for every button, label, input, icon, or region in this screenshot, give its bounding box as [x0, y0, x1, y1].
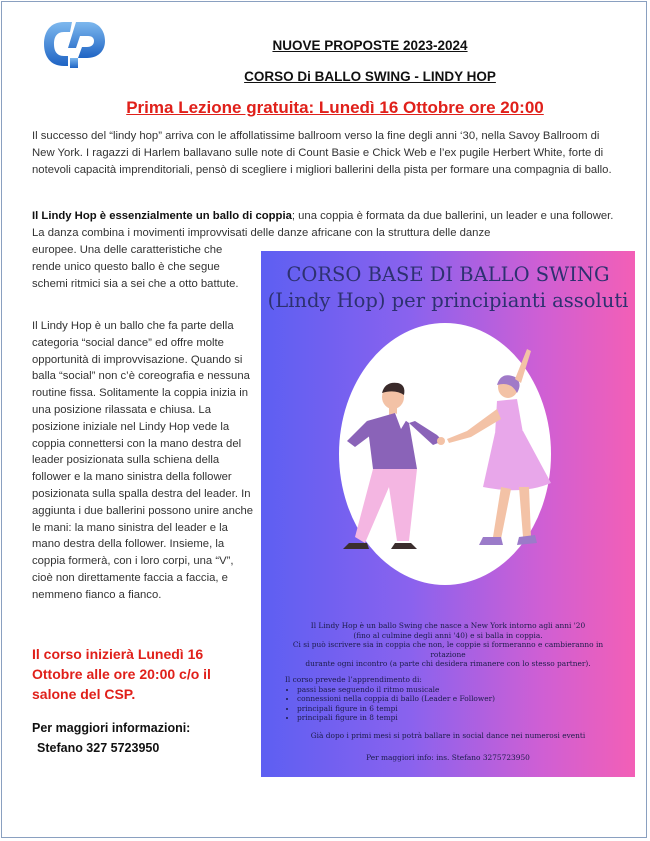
poster-desc-line-2: (fino al culmine degli anni '40) e si balla in coppia.: [353, 630, 543, 640]
header-year: NUOVE PROPOSTE 2023-2024: [272, 38, 468, 53]
couple-paragraph-bold: Il Lindy Hop è essenzialmente un ballo di coppia: [32, 210, 292, 222]
follower-dancer: [447, 349, 551, 545]
poster-desc-line-3: Ci si può iscrivere sia in coppia che non, le coppie si formeranno e cambieranno in rotazione: [292, 640, 604, 659]
free-lesson-subtitle: Prima Lezione gratuita: Lunedì 16 Ottobre ore 20:00: [126, 98, 544, 117]
poster-desc-line-1: Il Lindy Hop è un ballo Swing che nasce a New York intorno agli anni '20: [310, 621, 586, 630]
poster-title: CORSO BASE DI BALLO SWING: [286, 263, 610, 286]
header-course: CORSO Di BALLO SWING - LINDY HOP: [244, 69, 496, 84]
poster-curriculum: [285, 675, 615, 723]
info-block: [32, 718, 252, 758]
leader-dancer: [343, 383, 445, 549]
social-dance-paragraph: Il Lindy Hop è un ballo che fa parte della categoria “social dance” ed offre molte opportunità di improvvisazione. Quando si balla “social” non c’è coreografia e nessuna routine fissa. Solitamente la coppia inizia in una posizione rilassata e chiusa. La posizione iniziale nel Lindy Hop vede la coppia connettersi con la mano destra del leader posizionata sulla schiena della follower e la mano sinistra della follower posizionata sulla spalla destra del leader. In aggiunta i due ballerini possono unire anche le mani: la mano sinistra del leader e la mano destra della follower. Insieme, la coppia formerà, con i loro corpi, una “V”, cioè non direttamente faccia a faccia, e nemmeno fianco a fianco.: [32, 320, 254, 601]
course-start-notice: Il corso inizierà Lunedì 16 Ottobre alle ore 20:00 c/o il salone del CSP.: [32, 646, 211, 702]
poster-list-intro: Il corso prevede l’apprendimento di:: [285, 675, 422, 684]
course-poster: [261, 251, 635, 777]
poster-subtitle: (Lindy Hop) per principianti assoluti: [267, 289, 629, 312]
list-item: • connessioni nella coppia di ballo (Leader e Follower): [297, 694, 615, 704]
list-item: • passi base seguendo il ritmo musicale: [297, 685, 615, 695]
couple-paragraph: [32, 208, 622, 242]
csp-logo-icon: [42, 18, 108, 70]
list-item: • principali figure in 6 tempi: [297, 704, 615, 714]
info-contact: Stefano 327 5723950: [37, 741, 160, 755]
info-label: Per maggiori informazioni:: [32, 721, 191, 735]
couple-paragraph-rest: ; una coppia è formata da due ballerini, un leader e una follower. La danza combina i movimenti improvvisati delle danze africane con la struttura delle danze: [32, 210, 614, 239]
rhythm-paragraph: europee. Una delle caratteristiche che rende unico questo ballo è che segue schemi ritmici sia a sei che a otto battute.: [32, 244, 239, 290]
poster-social-note: Già dopo i primi mesi si potrà ballare in social dance nei numerosi eventi: [310, 731, 586, 740]
poster-contact: Per maggiori info: ins. Stefano 3275723950: [366, 753, 530, 762]
intro-paragraph: Il successo del “lindy hop” arriva con le affollatissime ballroom verso la fine degli anni ‘30, nella Savoy Ballroom di New York. I ragazzi di Harlem ballavano sulle note di Count Basie e Chick Web e l’ex pugile Herbert White, forte di notevoli capacità imprenditoriali, pensò di scegliere i migliori ballerini della pista per formare una compagnia di ballo.: [32, 130, 612, 176]
poster-description: [275, 621, 621, 669]
list-item: • principali figure in 8 tempi: [297, 713, 615, 723]
poster-desc-line-4: durante ogni incontro (a parte chi desidera rimanere con lo stesso partner).: [305, 659, 591, 669]
